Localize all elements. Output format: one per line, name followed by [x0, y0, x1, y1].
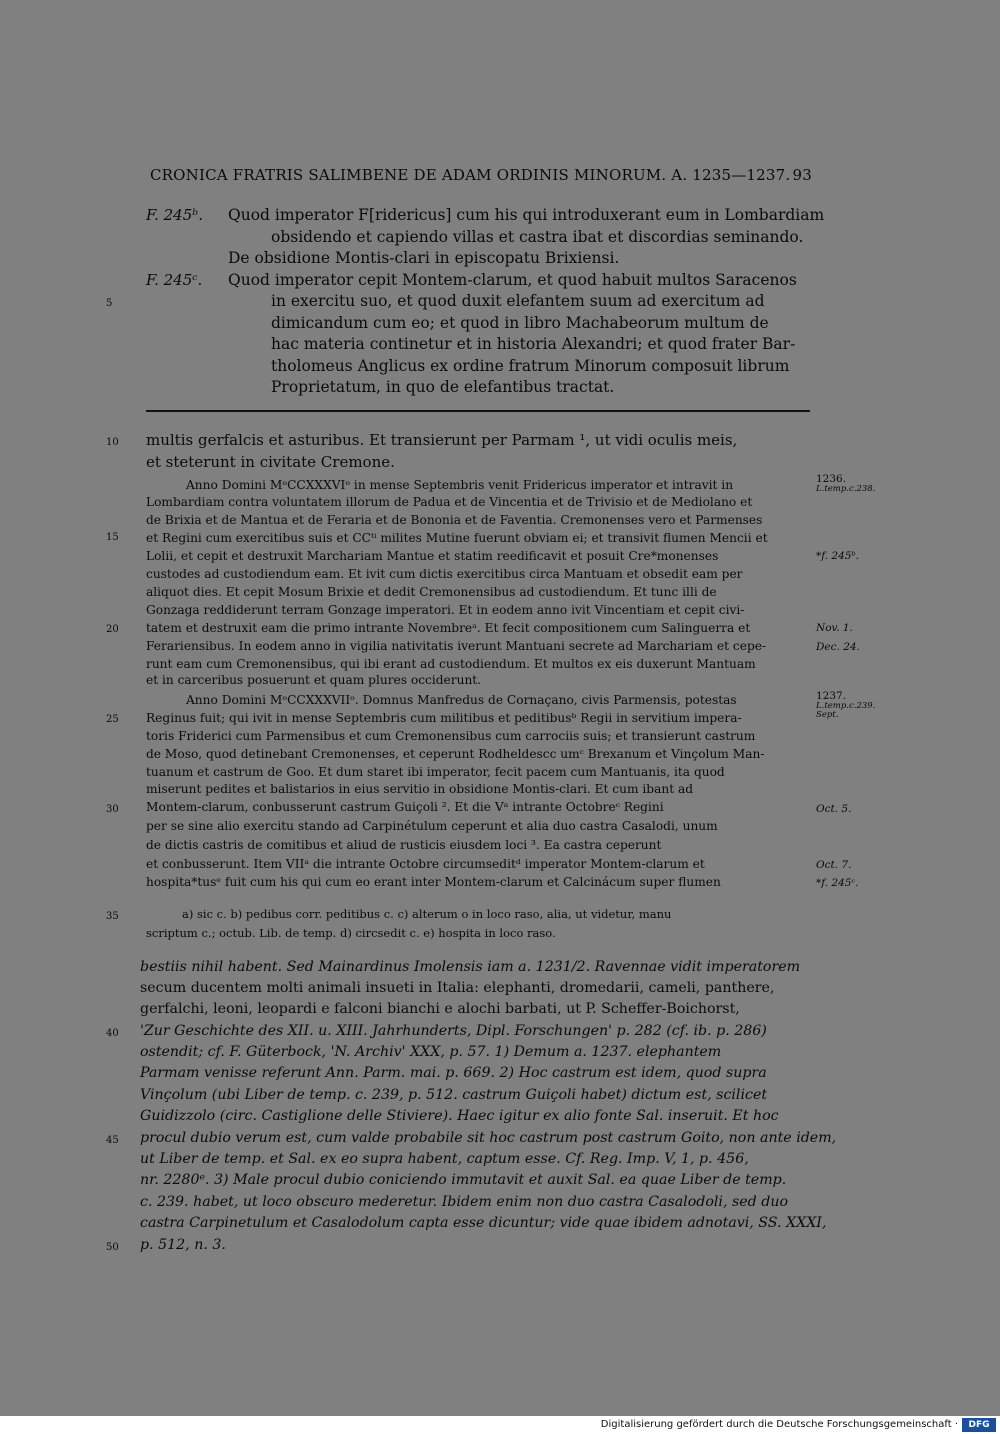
line-number: 20: [106, 624, 119, 635]
body-line: custodes ad custodiendum eam. Et ivit cum dictis exercitibus circa Mantuam et obsedit eam per: [146, 567, 743, 581]
commentary-line: ostendit; cf. F. Güterbock, 'N. Archiv' XXX, p. 57. 1) Demum a. 1237. elephantem: [140, 1044, 722, 1060]
toc-line: dimicandum cum eo; et quod in libro Machabeorum multum de: [271, 314, 769, 332]
body-line: de Moso, quod detinebant Cremonenses, et ceperunt Rodheldescc umᶜ Brexanum et Vinçolum Man-: [146, 747, 765, 761]
body-line: Montem-clarum, conbusserunt castrum Guiçoli ². Et die Vᵃ intrante Octobreᶜ Regini: [146, 800, 664, 814]
footer-text: Digitalisierung gefördert durch die Deutsche Forschungsgemeinschaft ·: [600, 1419, 958, 1430]
running-header: [150, 166, 812, 184]
body-line: multis gerfalcis et asturibus. Et transierunt per Parmam ¹, ut vidi oculis meis,: [146, 431, 738, 449]
line-number: 50: [106, 1242, 119, 1253]
body-line: per se sine alio exercitu stando ad Carpinétulum ceperunt et alia duo castra Casalodi, unum: [146, 819, 718, 833]
toc-line: obsidendo et capiendo villas et castra ibat et discordias seminando.: [271, 228, 804, 246]
toc-label: F. 245ᵇ.: [146, 206, 204, 224]
line-number: 45: [106, 1135, 119, 1146]
toc-line: hac materia continetur et in historia Alexandri; et quod frater Bar-: [271, 335, 796, 353]
margin-note: *f. 245ᶜ.: [816, 877, 859, 889]
margin-ref: L.temp.c.238.: [816, 484, 876, 495]
dfg-logo: DFG: [962, 1418, 996, 1432]
body-line: miserunt pedites et balistarios in eius servitio in obsidione Montis-clari. Et cum ibant ad: [146, 782, 694, 796]
line-number: 25: [106, 714, 119, 725]
commentary-line: procul dubio verum est, cum valde probabile sit hoc castrum post castrum Goito, non ante idem,: [140, 1130, 837, 1146]
commentary-line: Guidizzolo (circ. Castiglione delle Stiviere). Haec igitur ex alio fonte Sal. inseruit. Et hoc: [140, 1108, 779, 1124]
margin-note: [816, 691, 875, 720]
body-line: Ferariensibus. In eodem anno in vigilia nativitatis iverunt Mantuani secrete ad Marchariam et cepe-: [146, 639, 767, 653]
digitization-footer: [0, 1416, 1000, 1434]
body-line: Reginus fuit; qui ivit in mense Septembris cum militibus et peditibusᵇ Regii in servitium impera-: [146, 711, 742, 725]
body-line: aliquot dies. Et cepit Mosum Brixie et dedit Cremonensibus ad custodiendum. Et tunc illi de: [146, 585, 717, 599]
body-line: toris Friderici cum Parmensibus et cum Cremonensibus cum carrociis suis; et transierunt castrum: [146, 729, 756, 743]
margin-month: Sept.: [816, 709, 839, 720]
commentary-line: p. 512, n. 3.: [140, 1237, 226, 1253]
commentary-line: c. 239. habet, ut loco obscuro mederetur. Ibidem enim non duo castra Casalodoli, sed duo: [140, 1194, 789, 1210]
margin-note: Dec. 24.: [816, 641, 860, 653]
separator-rule: [146, 410, 810, 412]
toc-line: Quod imperator cepit Montem-clarum, et quod habuit multos Saracenos: [228, 271, 797, 289]
commentary-line: ut Liber de temp. et Sal. ex eo supra habent, captum esse. Cf. Reg. Imp. V, 1, p. 456,: [140, 1151, 749, 1167]
margin-year: 1236.: [816, 473, 847, 485]
commentary-line: Parmam venisse referunt Ann. Parm. mai. p. 669. 2) Hoc castrum est idem, quod supra: [140, 1065, 767, 1081]
body-line: Anno Domini MᵒCCXXXVIIᵒ. Domnus Manfredus de Cornaçano, civis Parmensis, potestas: [186, 693, 737, 707]
toc-line: tholomeus Anglicus ex ordine fratrum Minorum composuit librum: [271, 357, 790, 375]
body-line: et steterunt in civitate Cremone.: [146, 453, 395, 471]
margin-year: 1237.: [816, 690, 847, 702]
page-number: 93: [792, 166, 812, 184]
body-line: hospita*tusᵉ fuit cum his qui cum eo erant inter Montem-clarum et Calcinácum super flumen: [146, 875, 721, 889]
toc-label: F. 245ᶜ.: [146, 271, 203, 289]
line-number: 10: [106, 437, 119, 448]
line-number: 5: [106, 298, 113, 309]
commentary-line: nr. 2280ᵉ. 3) Male procul dubio coniciendo immutavit et auxit Sal. ea quae Liber de temp.: [140, 1172, 787, 1188]
footnote-line: a) sic c. b) pedibus corr. peditibus c. c) alterum o in loco raso, alia, ut videtur, manu: [182, 907, 672, 921]
commentary-line: gerfalchi, leoni, leopardi e falconi bianchi e alochi barbati, ut P. Scheffer-Boichorst,: [140, 1001, 740, 1017]
body-line: et in carceribus posuerunt et quam plures occiderunt.: [146, 673, 482, 687]
body-line: Anno Domini MᵒCCXXXVIᵒ in mense Septembris venit Fridericus imperator et intravit in: [186, 478, 734, 492]
toc-line: Proprietatum, in quo de elefantibus tractat.: [271, 378, 615, 396]
line-number: 15: [106, 532, 119, 543]
margin-ref: L.temp.c.239.: [816, 701, 876, 712]
toc-line: in exercitu suo, et quod duxit elefantem suum ad exercitum ad: [271, 292, 765, 310]
body-line: Lolii, et cepit et destruxit Marchariam Mantue et statim reedificavit et posuit Cre*monenses: [146, 549, 719, 563]
footnote-line: scriptum c.; octub. Lib. de temp. d) circsedit c. e) hospita in loco raso.: [146, 926, 556, 940]
commentary-line: bestiis nihil habent. Sed Mainardinus Imolensis iam a. 1231/2. Ravennae vidit imperatorem: [140, 959, 801, 975]
commentary-line: castra Carpinetulum et Casalodolum capta esse dicuntur; vide quae ibidem adnotavi, SS. XXXI,: [140, 1215, 827, 1231]
body-line: de Brixia et de Mantua et de Feraria et de Bononia et de Faventia. Cremonenses vero et Parmenses: [146, 513, 763, 527]
body-line: et conbusserunt. Item VIIᵃ die intrante Octobre circumseditᵈ imperator Montem-clarum et: [146, 857, 705, 871]
commentary-line: Vinçolum (ubi Liber de temp. c. 239, p. 512. castrum Guiçoli habet) dictum est, scilicet: [140, 1087, 768, 1103]
commentary-line: secum ducentem molti animali insueti in Italia: elephanti, dromedarii, cameli, panthere,: [140, 980, 775, 996]
toc-line: De obsidione Montis-clari in episcopatu Brixiensi.: [228, 249, 620, 267]
margin-note: *f. 245ᵇ.: [816, 550, 860, 562]
body-line: tatem et destruxit eam die primo intrante Novembreᵃ. Et fecit compositionem cum Salinguerra et: [146, 621, 751, 635]
body-line: Lombardiam contra voluntatem illorum de Padua et de Vincentia et de Trivisio et de Mediolano et: [146, 495, 753, 509]
commentary-line: 'Zur Geschichte des XII. u. XIII. Jahrhunderts, Dipl. Forschungen' p. 282 (cf. ib. p. 286): [140, 1023, 767, 1039]
body-line: de dictis castris de comitibus et aliud de rusticis eiusdem loci ³. Ea castra ceperunt: [146, 838, 662, 852]
line-number: 35: [106, 911, 119, 922]
body-line: et Regini cum exercitibus suis et CCᵗⁱ milites Mutine fuerunt obviam ei; et transivit flumen Mencii et: [146, 531, 768, 545]
margin-note: Nov. 1.: [816, 622, 853, 634]
body-line: Gonzaga reddiderunt terram Gonzage imperatori. Et in eodem anno ivit Vincentiam et cepit civi-: [146, 603, 745, 617]
margin-note: Oct. 5.: [816, 803, 852, 815]
body-line: tuanum et castrum de Goo. Et dum staret ibi imperator, fecit pacem cum Mantuanis, ita quod: [146, 765, 725, 779]
margin-note: Oct. 7.: [816, 859, 852, 871]
line-number: 40: [106, 1028, 119, 1039]
body-line: runt eam cum Cremonensibus, qui ibi erant ad custodiendum. Et multos ex eis duxerunt Mantuam: [146, 657, 756, 671]
line-number: 30: [106, 804, 119, 815]
toc-line: Quod imperator F[ridericus] cum his qui introduxerant eum in Lombardiam: [228, 206, 825, 224]
margin-note: [816, 474, 875, 494]
header-title: CRONICA FRATRIS SALIMBENE DE ADAM ORDINIS MINORUM. A. 1235—1237.: [150, 166, 791, 184]
